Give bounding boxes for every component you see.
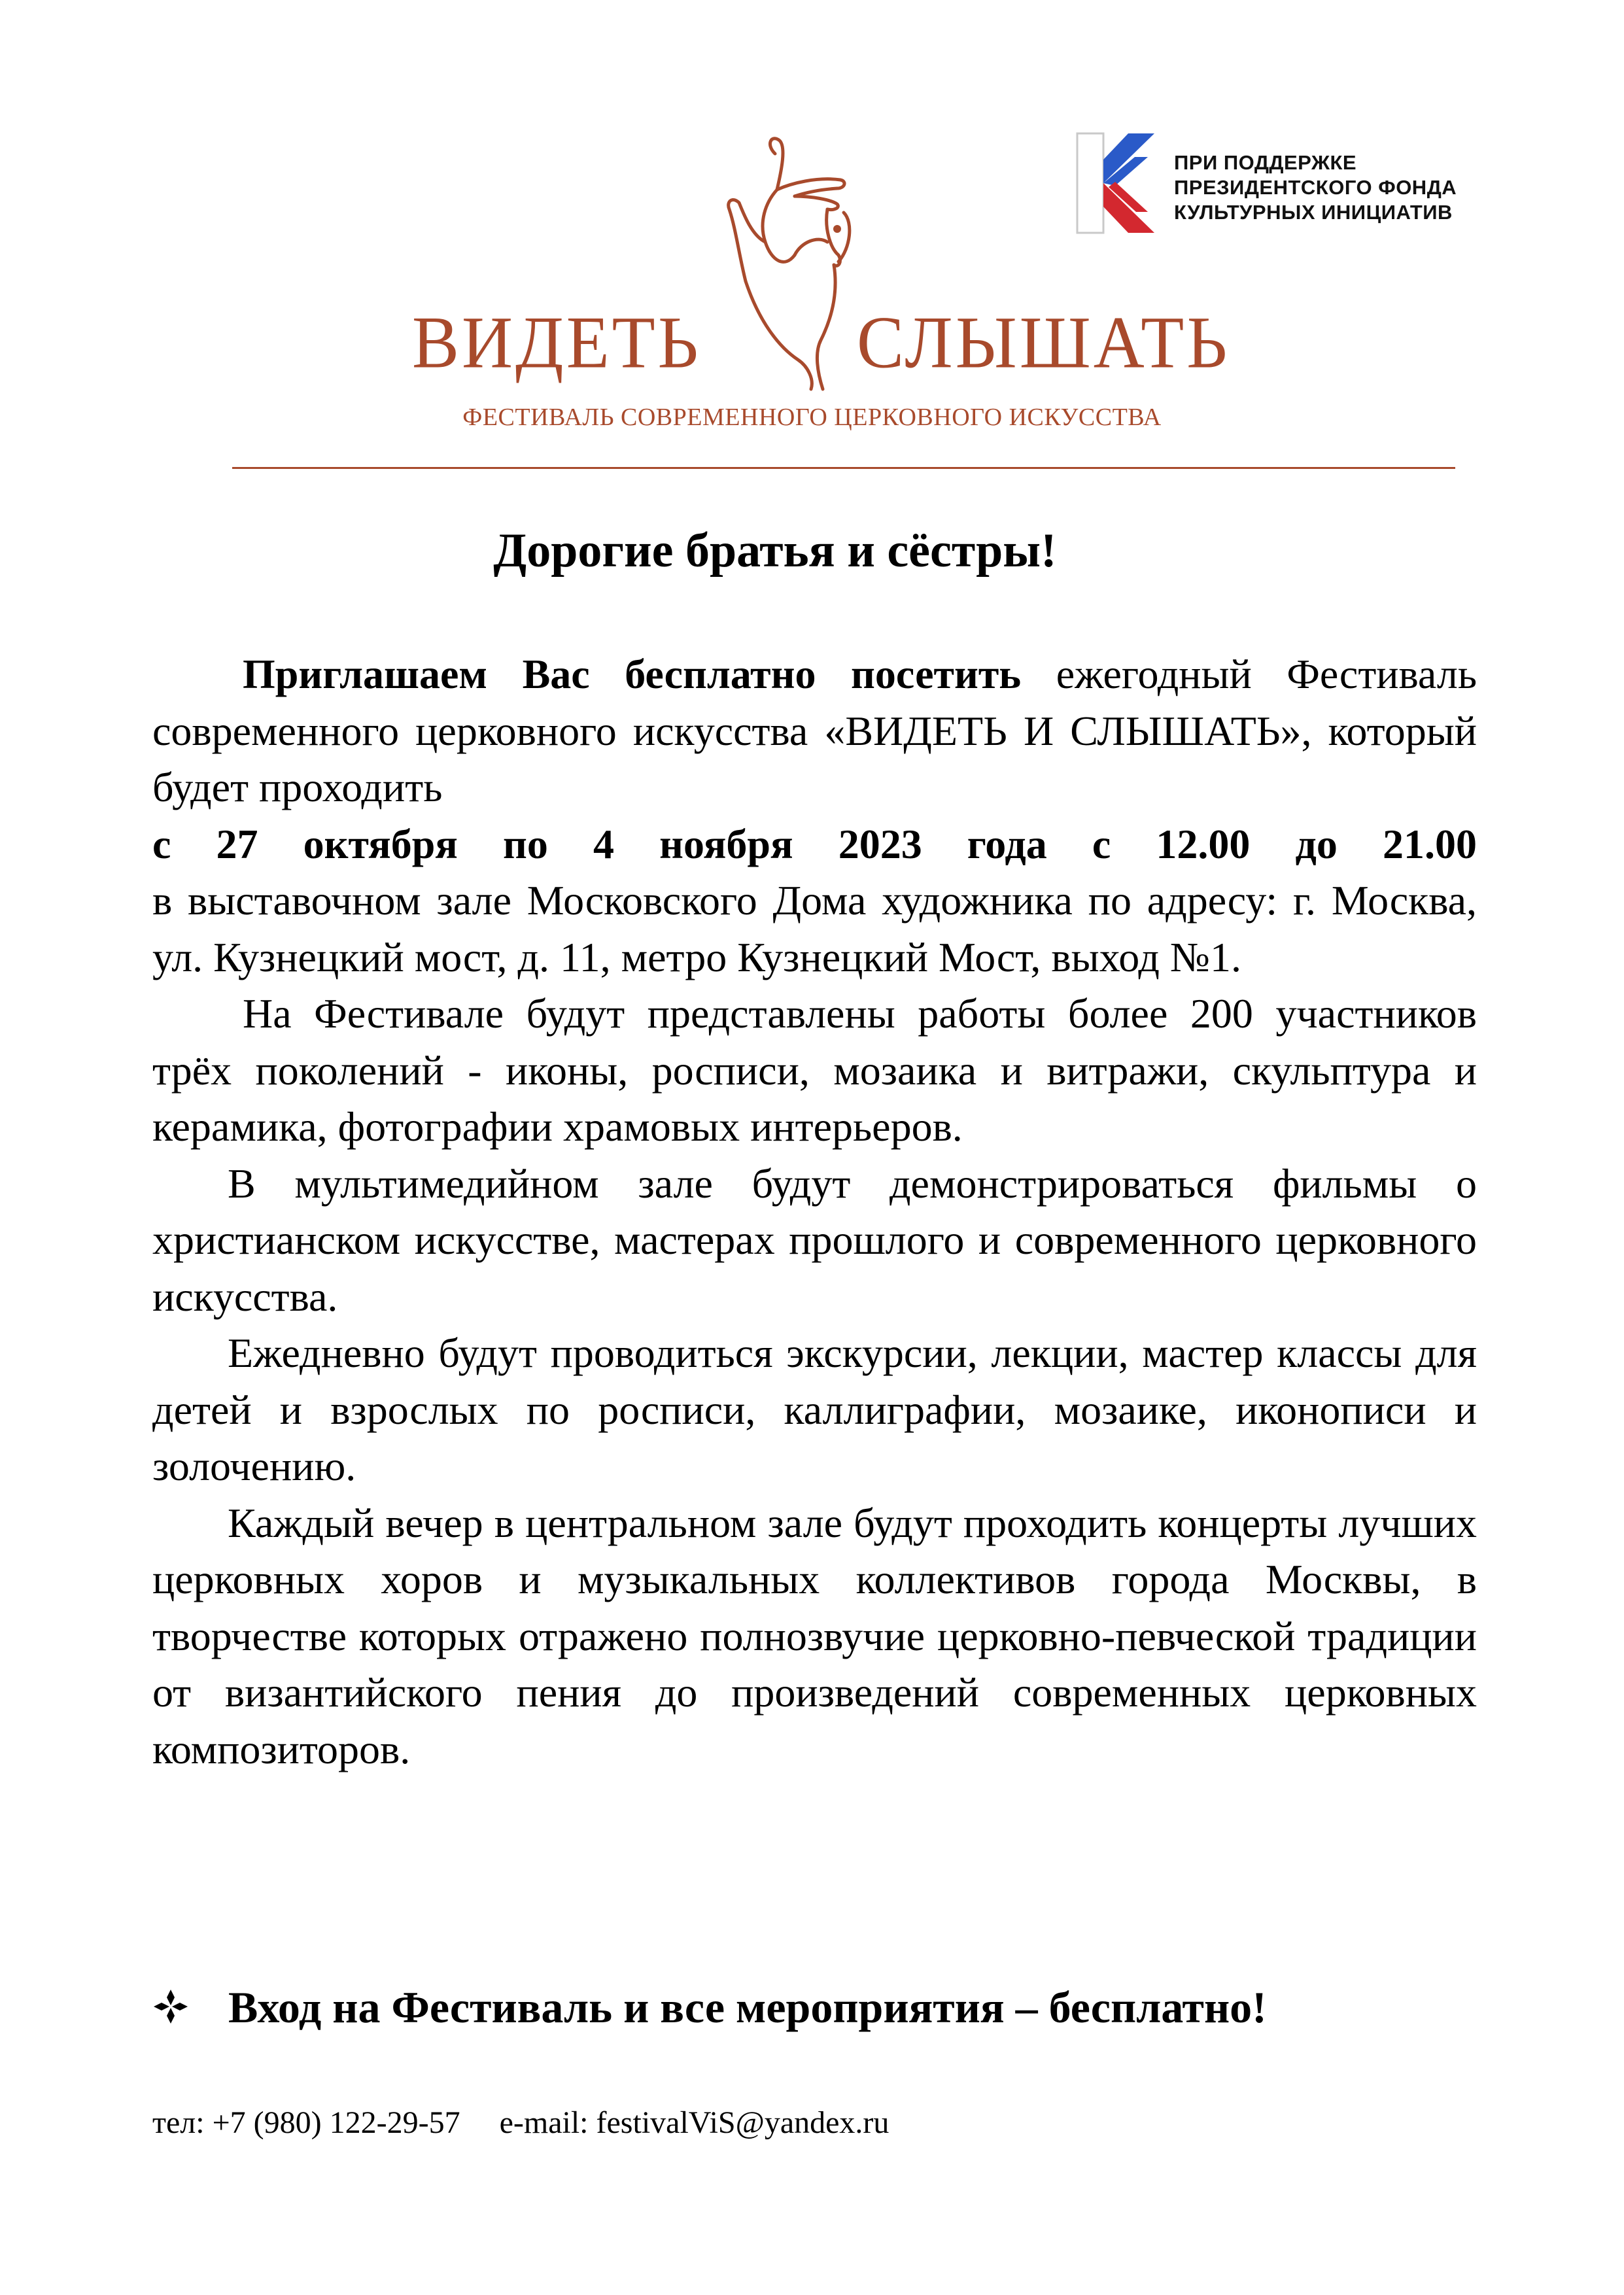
support-text — [1174, 150, 1457, 225]
invitation-bold: Приглашаем Вас бесплатно посетить — [243, 651, 1022, 697]
paragraph-exhibits: На Фестивале будут представлены работы более 200 участников трёх поколений - иконы, росписи, мозаика и витражи, скульптура и керамика, фотографии храмовых интерьеров. — [152, 990, 1477, 1150]
event-dates: с 27 октября по 4 ноября 2023 года с 12.00 до 21.00 — [152, 820, 1477, 867]
festival-subtitle: ФЕСТИВАЛЬ СОВРЕМЕННОГО ЦЕРКОВНОГО ИСКУССТВА — [462, 404, 1162, 431]
contact-email: e-mail: festivalViS@yandex.ru — [499, 2105, 890, 2140]
event-address: в выставочном зале Московского Дома художника по адресу: г. Москва, ул. Кузнецкий мост, д. 11, метро Кузнецкий Мост, выход №1. — [152, 877, 1477, 980]
paragraph-concerts: Каждый вечер в центральном зале будут проходить концерты лучших церковных хоров и музыкальных коллективов города Москвы, в творчестве которых отражено полнозвучие церковно-певческой традиции от византийского пения до произведений современных церковных композиторов. — [152, 1499, 1477, 1772]
greeting-heading: Дорогие братья и сёстры! — [493, 524, 1057, 578]
diamond-bullet-icon — [152, 1988, 189, 2025]
paragraph-workshops: Ежедневно будут проводиться экскурсии, лекции, мастер классы для детей и взрослых по росписи, каллиграфии, мозаике, иконописи и золочению. — [152, 1330, 1477, 1489]
support-line-1: ПРИ ПОДДЕРЖКЕ — [1174, 151, 1357, 174]
paragraph-invitation — [152, 646, 1477, 816]
invitation-text: ежегодный Фестиваль современного церковного искусства «ВИДЕТЬ И СЛЫШАТЬ», который будет проходить — [152, 651, 1477, 810]
fund-k-icon — [1076, 131, 1161, 235]
logo-word-right: СЛЫШАТЬ — [857, 302, 1230, 384]
contact-phone: тел: +7 (980) 122-29-57 — [152, 2105, 460, 2140]
contacts — [152, 2105, 889, 2141]
logo-word-left: ВИДЕТЬ — [412, 302, 701, 384]
support-line-2: ПРЕЗИДЕНТСКОГО ФОНДА — [1174, 176, 1457, 199]
letter-body — [152, 646, 1477, 1778]
presidential-fund-logo — [1076, 131, 1494, 235]
support-line-3: КУЛЬТУРНЫХ ИНИЦИАТИВ — [1174, 201, 1453, 224]
paragraph-films: В мультимедийном зале будут демонстрироваться фильмы о христианском искусстве, мастерах прошлого и современного церковного искусства. — [152, 1160, 1477, 1320]
free-entry-note — [152, 1982, 1267, 2033]
free-entry-text: Вход на Фестиваль и все мероприятия – бесплатно! — [228, 1982, 1267, 2032]
header-divider — [232, 467, 1455, 469]
